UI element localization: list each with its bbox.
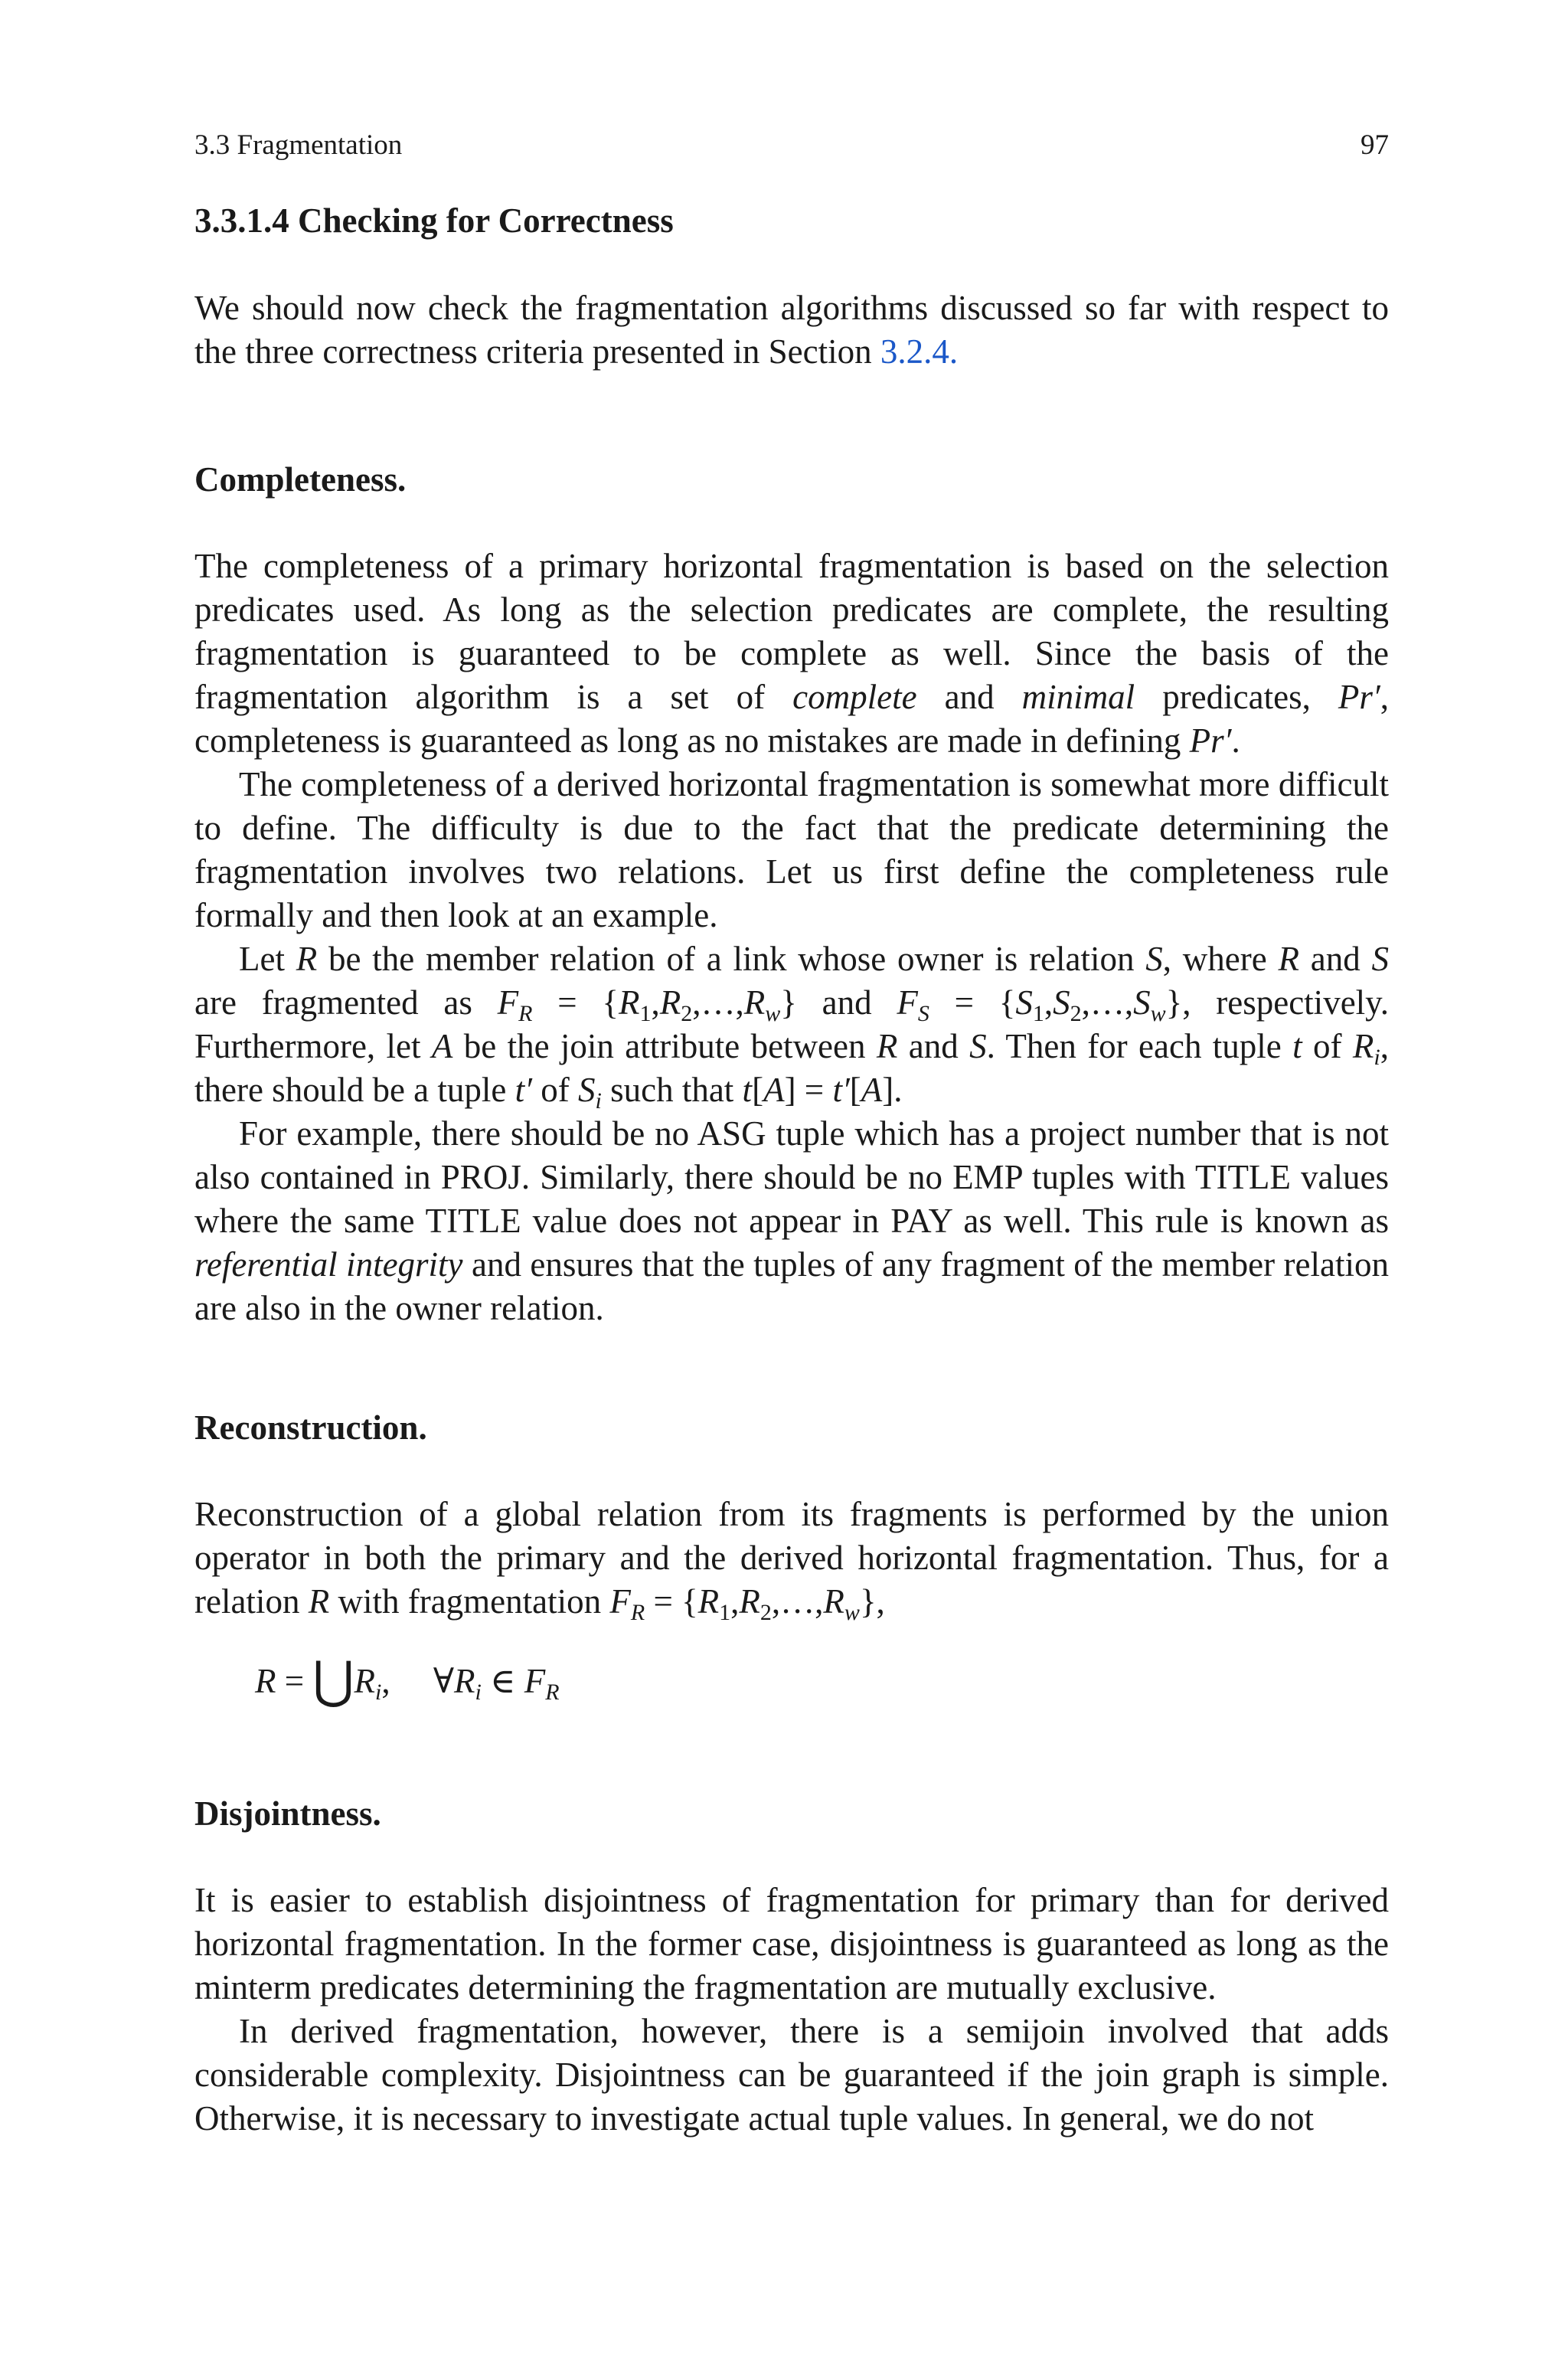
intro-paragraph: We should now check the fragmentation algorithms discussed so far with respect to the three correctness criteria presented in Section 3.2.4. [194,289,1389,371]
page-number: 97 [1361,129,1389,161]
completeness-paragraph-3: Let R be the member relation of a link whose owner is relation S, where R and S are fragmented as $F_R$ = $\{R_1,R_2,\dots,R_w\}$ and $F_S$ = $\{S_1,S_2,\dots,S_w\}$, respectively. Furthermore, let A be the join attribute between R and S. Then for each tuple t of $R_i$, there should be a tuple t′ of $S_i$ such that t[A] = t′[A]. [194,940,1389,1114]
reconstruction-heading: Reconstruction. [194,1408,427,1447]
reconstruction-equation: $R = ⋃R_i$, $\forall R_i$ ∈ $F_R$ [255,1653,560,1709]
disjointness-paragraph-1: It is easier to establish disjointness of fragmentation for primary than for derived horizontal fragmentation. In the former case, disjointness is guaranteed as long as the minterm predicates determining the fragmentation are mutually exclusive. [194,1881,1389,2007]
completeness-body [194,545,1389,1330]
section-heading: 3.3.1.4 Checking for Correctness [194,201,674,240]
running-head [194,129,1389,162]
reconstruction-body [194,1493,1389,1624]
completeness-paragraph-4: For example, there should be no ASG tuple which has a project number that is not also contained in PROJ. Similarly, there should be no EMP tuples with TITLE values where the same TITLE value does not appear in PAY as well. This rule is known as referential integrity and ensures that the tuples of any fragment of the member relation are also in the owner relation. [194,1114,1389,1327]
section-link[interactable]: 3.2.4. [880,332,959,371]
completeness-paragraph-1: The completeness of a primary horizontal fragmentation is based on the selection predicates used. As long as the selection predicates are complete, the resulting fragmentation is guaranteed to be complete as well. Since the basis of the fragmentation algorithm is a set of complete and minimal predicates, Pr′, completeness is guaranteed as long as no mistakes are made in defining Pr′. [194,547,1389,760]
reconstruction-paragraph-1: Reconstruction of a global relation from its fragments is performed by the union operator in both the primary and the derived horizontal fragmentation. Thus, for a relation R with fragmentation $F_R$ = $\{R_1,R_2,\dots,R_w\}$, [194,1495,1389,1625]
disjointness-paragraph-2: In derived fragmentation, however, there is a semijoin involved that adds considerable complexity. Disjointness can be guaranteed if the join graph is simple. Otherwise, it is necessary to investigate actual tuple values. In general, we do not [194,2012,1389,2138]
completeness-heading: Completeness. [194,460,407,499]
running-head-section: 3.3 Fragmentation [194,129,403,161]
completeness-paragraph-2: The completeness of a derived horizontal fragmentation is somewhat more difficult to define. The difficulty is due to the fact that the predicate determining the fragmentation involves two relations. Let us first define the completeness rule formally and then look at an example. [194,765,1389,934]
disjointness-body [194,1879,1389,2141]
disjointness-heading: Disjointness. [194,1794,381,1833]
